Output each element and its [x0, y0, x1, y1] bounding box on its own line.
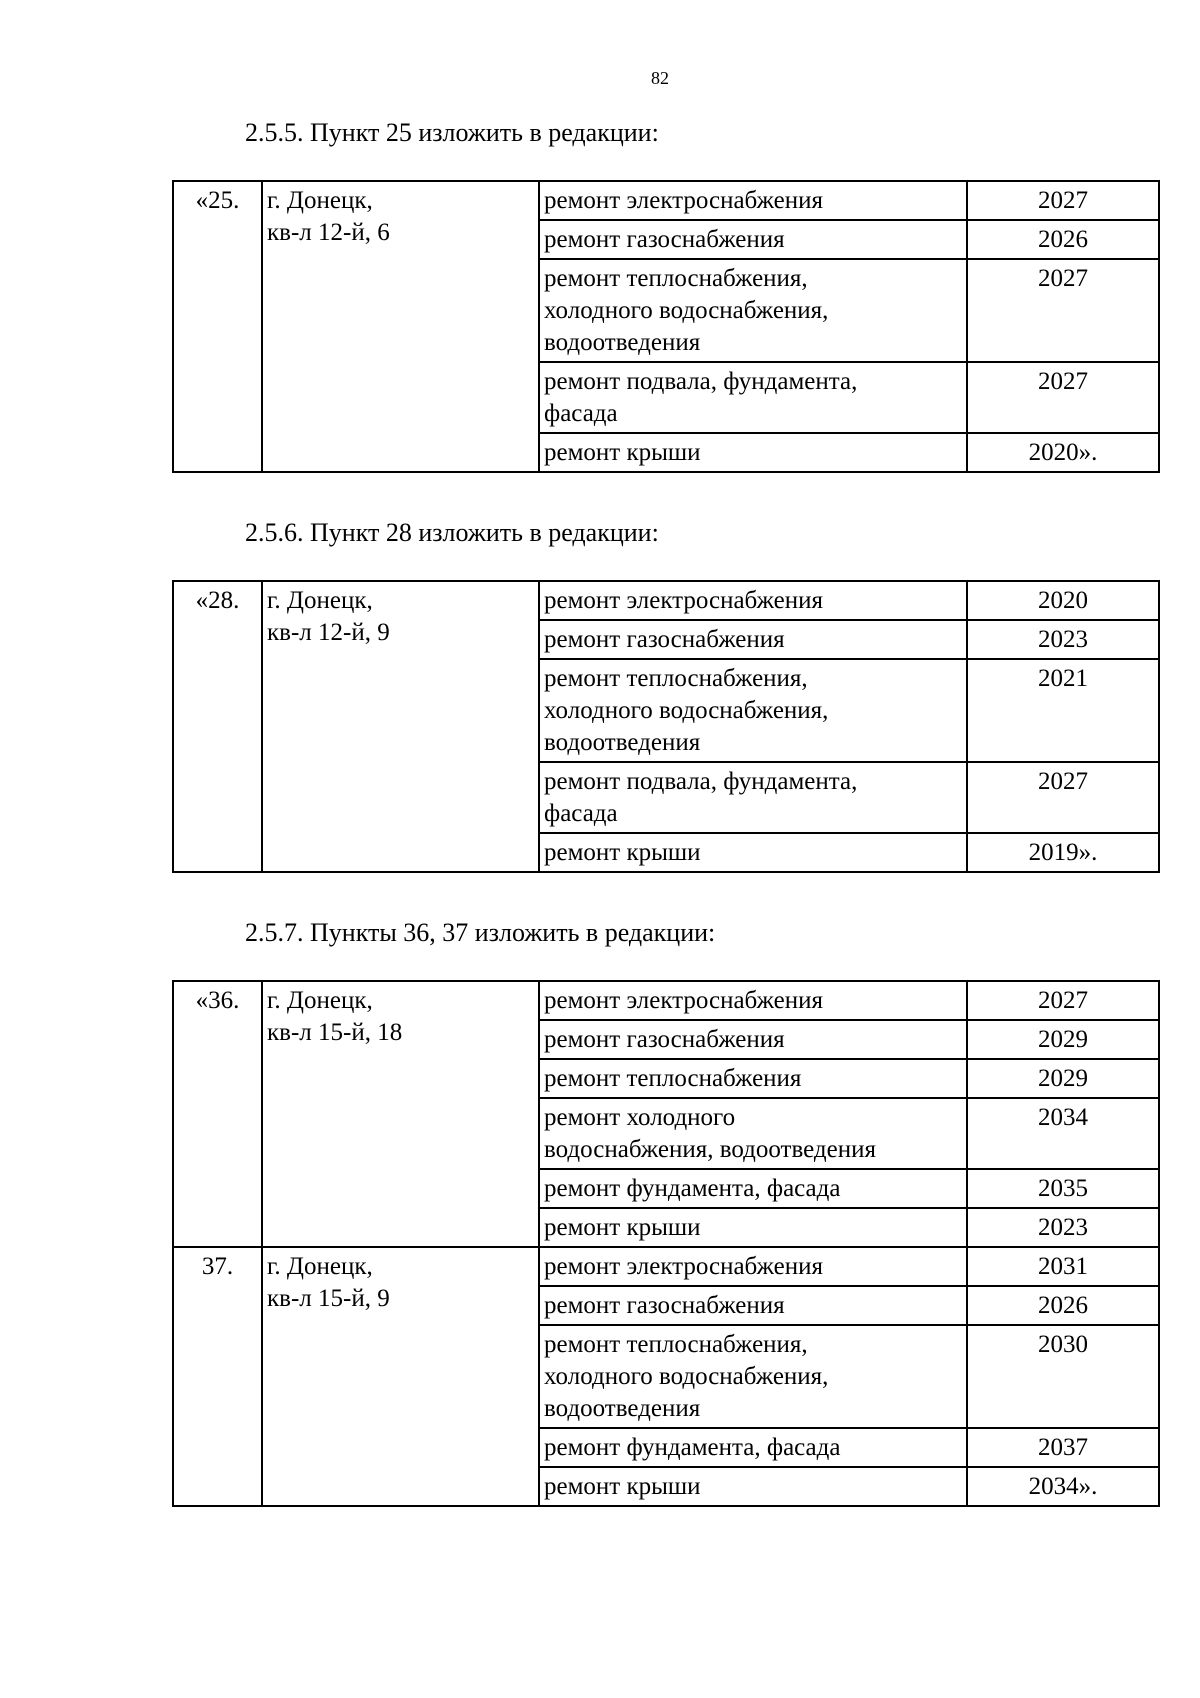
- work-line: ремонт теплоснабжения,: [544, 665, 808, 692]
- work-cell: [539, 620, 967, 659]
- year-cell: 2026: [967, 1286, 1159, 1325]
- year-cell: 2029: [967, 1059, 1159, 1098]
- work-cell: [539, 1020, 967, 1059]
- item-number: «36.: [173, 981, 262, 1247]
- section-heading: 2.5.7. Пункты 36, 37 изложить в редакции:: [245, 918, 716, 947]
- table-row: [173, 1247, 1159, 1286]
- year-cell: 2037: [967, 1428, 1159, 1467]
- address-line: г. Донецк,: [267, 1253, 373, 1280]
- address-line: г. Донецк,: [267, 587, 373, 614]
- year-cell: 2027: [967, 181, 1159, 220]
- work-line: холодного водоснабжения,: [544, 1363, 829, 1390]
- work-line: водоотведения: [544, 729, 701, 756]
- work-cell: [539, 1286, 967, 1325]
- year-cell: 2034».: [967, 1467, 1159, 1506]
- item-number: «28.: [173, 581, 262, 872]
- work-line: водоотведения: [544, 1395, 701, 1422]
- work-cell: [539, 433, 967, 472]
- table-row: [173, 581, 1159, 620]
- work-cell: [539, 659, 967, 762]
- work-line: ремонт электроснабжения: [544, 1253, 823, 1280]
- address-line: кв-л 12-й, 9: [267, 619, 390, 646]
- work-line: ремонт электроснабжения: [544, 987, 823, 1014]
- year-cell: 2030: [967, 1325, 1159, 1428]
- work-line: ремонт теплоснабжения: [544, 1065, 802, 1092]
- work-cell: [539, 1208, 967, 1247]
- work-line: ремонт теплоснабжения,: [544, 265, 808, 292]
- year-cell: 2027: [967, 981, 1159, 1020]
- year-cell: 2027: [967, 259, 1159, 362]
- year-cell: 2029: [967, 1020, 1159, 1059]
- item-number: «25.: [173, 181, 262, 472]
- work-cell: [539, 1169, 967, 1208]
- year-cell: 2021: [967, 659, 1159, 762]
- address-line: г. Донецк,: [267, 187, 373, 214]
- section-heading: 2.5.6. Пункт 28 изложить в редакции:: [245, 518, 659, 547]
- work-line: ремонт холодного: [544, 1104, 736, 1131]
- work-line: ремонт крыши: [544, 839, 701, 866]
- work-line: водоотведения: [544, 329, 701, 356]
- work-cell: [539, 362, 967, 433]
- work-line: ремонт фундамента, фасада: [544, 1434, 841, 1461]
- address-cell: [262, 181, 539, 472]
- year-cell: 2026: [967, 220, 1159, 259]
- work-line: водоснабжения, водоотведения: [544, 1136, 876, 1163]
- work-cell: [539, 1325, 967, 1428]
- section-heading: 2.5.5. Пункт 25 изложить в редакции:: [245, 118, 659, 147]
- work-line: ремонт крыши: [544, 1214, 701, 1241]
- address-cell: [262, 1247, 539, 1506]
- work-cell: [539, 1098, 967, 1169]
- work-line: ремонт газоснабжения: [544, 626, 785, 653]
- item-number: 37.: [173, 1247, 262, 1506]
- address-cell: [262, 981, 539, 1247]
- work-line: фасада: [544, 800, 618, 827]
- work-line: ремонт газоснабжения: [544, 1026, 785, 1053]
- address-cell: [262, 581, 539, 872]
- amendment-table: [172, 580, 1160, 873]
- work-line: ремонт газоснабжения: [544, 1292, 785, 1319]
- work-line: ремонт теплоснабжения,: [544, 1331, 808, 1358]
- year-cell: 2027: [967, 362, 1159, 433]
- year-cell: 2034: [967, 1098, 1159, 1169]
- page-number: 82: [651, 68, 669, 88]
- year-cell: 2020».: [967, 433, 1159, 472]
- work-line: ремонт крыши: [544, 439, 701, 466]
- amendment-table: [172, 980, 1160, 1507]
- address-line: г. Донецк,: [267, 987, 373, 1014]
- work-line: ремонт электроснабжения: [544, 587, 823, 614]
- work-cell: [539, 581, 967, 620]
- work-cell: [539, 259, 967, 362]
- table-row: [173, 981, 1159, 1020]
- work-line: ремонт подвала, фундамента,: [544, 768, 858, 795]
- work-line: ремонт электроснабжения: [544, 187, 823, 214]
- address-line: кв-л 15-й, 18: [267, 1019, 403, 1046]
- year-cell: 2023: [967, 1208, 1159, 1247]
- work-cell: [539, 1247, 967, 1286]
- work-line: фасада: [544, 400, 618, 427]
- work-line: ремонт газоснабжения: [544, 226, 785, 253]
- work-cell: [539, 1428, 967, 1467]
- year-cell: 2035: [967, 1169, 1159, 1208]
- year-cell: 2023: [967, 620, 1159, 659]
- work-line: ремонт крыши: [544, 1473, 701, 1500]
- work-cell: [539, 181, 967, 220]
- address-line: кв-л 12-й, 6: [267, 219, 390, 246]
- work-cell: [539, 1467, 967, 1506]
- address-line: кв-л 15-й, 9: [267, 1285, 390, 1312]
- year-cell: 2020: [967, 581, 1159, 620]
- work-line: ремонт подвала, фундамента,: [544, 368, 858, 395]
- work-line: холодного водоснабжения,: [544, 297, 829, 324]
- work-cell: [539, 220, 967, 259]
- amendment-table: [172, 180, 1160, 473]
- year-cell: 2031: [967, 1247, 1159, 1286]
- year-cell: 2027: [967, 762, 1159, 833]
- work-cell: [539, 833, 967, 872]
- work-cell: [539, 762, 967, 833]
- work-cell: [539, 981, 967, 1020]
- work-line: ремонт фундамента, фасада: [544, 1175, 841, 1202]
- work-cell: [539, 1059, 967, 1098]
- work-line: холодного водоснабжения,: [544, 697, 829, 724]
- year-cell: 2019».: [967, 833, 1159, 872]
- table-row: [173, 181, 1159, 220]
